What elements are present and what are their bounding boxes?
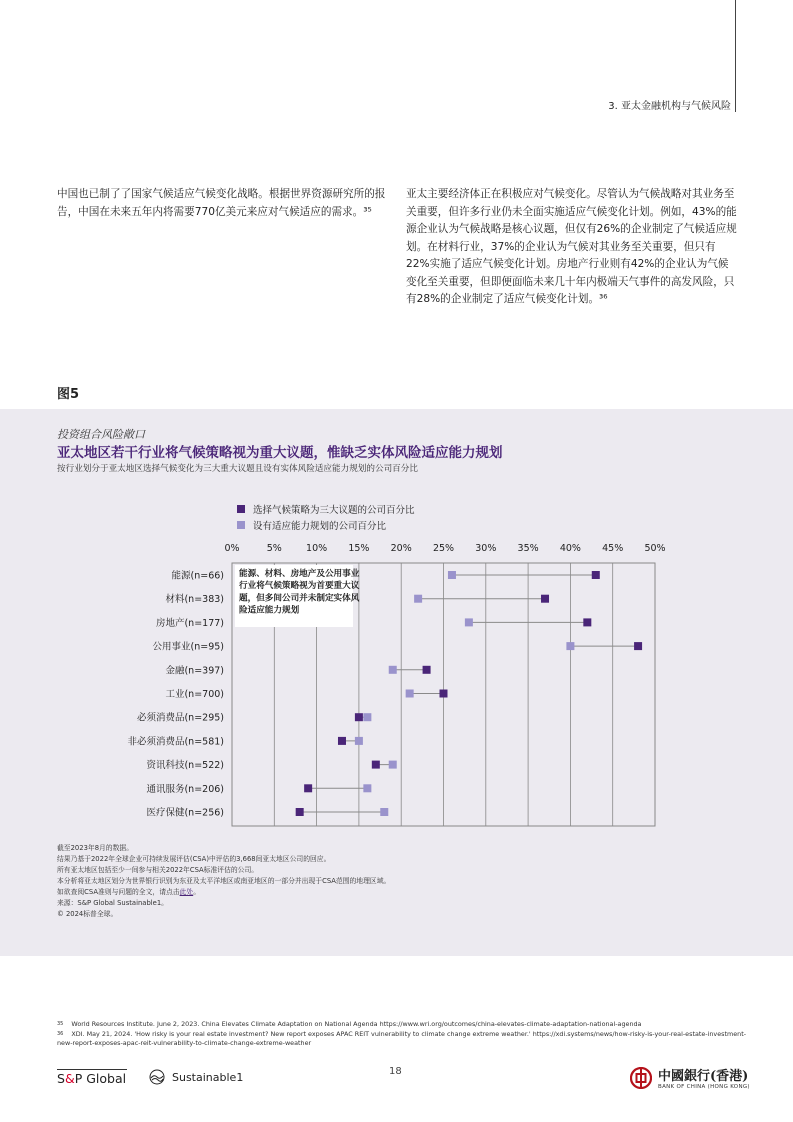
adaptation-plan-marker — [363, 784, 371, 792]
climate-topic-marker — [634, 642, 642, 650]
x-tick-label: 20% — [390, 543, 412, 554]
chart-title: 亚太地区若干行业将气候策略视为重大议题，惟缺乏实体风险适应能力规划 — [57, 445, 503, 461]
left-paragraph: 中国也已制了了国家气候适应气候变化战略。根据世界资源研究所的报告，中国在未来五年内将需要770亿美元来应对气候适应的需求。³⁵ — [57, 188, 386, 218]
note-line: 结果乃基于2022年全球企业可持续发展评估(CSA)中评估的3,668间亚太地区公司的回应。 — [57, 855, 331, 863]
legend-label-climate-topic: 选择气候策略为三大议题的公司百分比 — [253, 505, 415, 516]
legend-label-adaptation-plan: 设有适应能力规划的公司百分比 — [253, 521, 387, 532]
footnotes — [57, 1020, 747, 1049]
annotation-text: 行业将气候策略视为首要重大议 — [239, 581, 360, 592]
footnote-text: XDI. May 21, 2024. 'How risky is your real estate investment? New report exposes APAC REIT vulnerability to climate change extreme weather.' https://xdi.systems/news/how-risky-is-your-real-estate-investment-new-report-exposes-apac-reit-vulnerability-to-climate-change-extreme-weather — [57, 1029, 747, 1047]
x-tick-label: 45% — [602, 543, 624, 554]
chart-subtitle: 按行业划分于亚太地区选择气候变化为三大重大议题且设有实体风险适应能力规划的公司百分比 — [57, 464, 418, 474]
adaptation-plan-marker — [363, 713, 371, 721]
category-label: 必须消费品(n=295) — [136, 712, 224, 724]
category-label: 能源(n=66) — [171, 570, 224, 582]
note-line-with-link — [57, 887, 390, 898]
climate-topic-marker — [296, 808, 304, 816]
note-line: 所有亚太地区包括至少一间参与相关2022年CSA标准评估的公司。 — [57, 866, 259, 874]
adaptation-plan-marker — [465, 618, 473, 626]
sp-global-logo: S&P Global — [57, 1071, 127, 1086]
climate-topic-marker — [304, 784, 312, 792]
figure-label: 图5 — [57, 387, 80, 402]
x-tick-label: 0% — [224, 543, 240, 554]
climate-topic-marker — [440, 690, 448, 698]
annotation-text: 险适应能力规划 — [239, 605, 300, 616]
boc-emblem-icon — [630, 1067, 652, 1089]
adaptation-plan-marker — [355, 737, 363, 745]
footer-rule — [57, 1069, 127, 1070]
figure-notes — [57, 843, 390, 920]
page-number: 18 — [389, 1066, 402, 1077]
category-label: 工业(n=700) — [165, 689, 224, 700]
adaptation-plan-marker — [380, 808, 388, 816]
category-label: 医疗保健(n=256) — [146, 807, 224, 819]
category-label: 通讯服务(n=206) — [146, 783, 224, 795]
header-rule — [735, 0, 736, 112]
dumbbell-chart — [0, 535, 793, 835]
climate-topic-marker — [583, 618, 591, 626]
footnote-text: World Resources Institute. June 2, 2023. China Elevates Climate Adaptation on National Agenda https://www.wri.org/outcomes/china-elevates-climate-adaptation-national-agenda — [71, 1020, 642, 1028]
category-label: 金融(n=397) — [165, 665, 224, 677]
right-paragraph: 亚太主要经济体正在积极应对气候变化。尽管认为气候战略对其业务至关重要，但许多行业仍未全面实施适应气候变化计划。例如，43%的能源企业认为气候战略是核心议题，但仅有26%的企业制定了气候适应规划。在材料行业，37%的企业认为气候对其业务至关重要，但只有22%实施了适应气候变化计划。房地产行业则有42%的企业认为气候变化至关重要，但即便面临未来几十年内极端天气事件的高发风险，只有28%的企业制定了适应气候变化计划。³⁶ — [406, 188, 737, 305]
category-label: 房地产(n=177) — [155, 617, 224, 629]
sustainable1-label: Sustainable1 — [172, 1070, 244, 1084]
footnote-36 — [57, 1030, 747, 1049]
adaptation-plan-marker — [566, 642, 574, 650]
x-tick-label: 10% — [306, 543, 328, 554]
csa-link[interactable]: 此处 — [179, 888, 194, 896]
x-tick-label: 15% — [348, 543, 370, 554]
climate-topic-marker — [372, 761, 380, 769]
category-label: 公用事业(n=95) — [152, 641, 224, 653]
category-label: 非必须消费品(n=581) — [127, 736, 224, 748]
note-text: 如欲查阅CSA准则与问题的全文，请点击 — [57, 888, 180, 896]
climate-topic-marker — [338, 737, 346, 745]
legend-item-climate-topic — [237, 502, 415, 516]
annotation-text: 能源、材料、房地产及公用事业 — [239, 569, 360, 579]
boc-logo — [630, 1065, 750, 1090]
footnote-35 — [57, 1020, 747, 1030]
sp-ampersand: & — [64, 1071, 75, 1086]
section-title: 3. 亚太金融机构与气候风险 — [608, 101, 731, 112]
legend-swatch-dark — [237, 505, 245, 513]
x-tick-label: 30% — [475, 543, 497, 554]
x-tick-label: 40% — [559, 543, 581, 554]
x-tick-label: 5% — [266, 543, 282, 554]
climate-topic-marker — [355, 713, 363, 721]
note-line: 来源：S&P Global Sustainable1。 — [57, 899, 168, 907]
boc-name-cn: 中國銀行(香港) — [658, 1069, 749, 1084]
legend-item-adaptation-plan — [237, 518, 386, 532]
climate-topic-marker — [541, 595, 549, 603]
sustainable1-logo — [148, 1069, 243, 1085]
footnote-number: 35 — [57, 1021, 64, 1027]
figure-kicker: 投资组合风险敞口 — [57, 428, 145, 441]
note-line: 截至2023年8月的数据。 — [57, 844, 133, 852]
x-tick-label: 35% — [517, 543, 539, 554]
adaptation-plan-marker — [406, 690, 414, 698]
adaptation-plan-marker — [389, 666, 397, 674]
x-tick-label: 50% — [644, 543, 666, 554]
category-label: 资讯科技(n=522) — [146, 760, 224, 772]
annotation-text: 题，但多间公司并未制定实体风 — [239, 593, 360, 604]
note-line: 本分析将亚太地区划分为世界银行识别为东亚及太平洋地区或南亚地区的一部分并出现于CSA范围的地理区域。 — [57, 877, 391, 885]
adaptation-plan-marker — [389, 761, 397, 769]
climate-topic-marker — [592, 571, 600, 579]
category-label: 材料(n=383) — [165, 594, 224, 606]
note-line: © 2024标普全球。 — [57, 910, 118, 918]
adaptation-plan-marker — [414, 595, 422, 603]
x-tick-label: 25% — [432, 543, 455, 554]
climate-topic-marker — [423, 666, 431, 674]
wave-icon — [148, 1069, 166, 1085]
legend-swatch-light — [237, 521, 245, 529]
boc-name-en: BANK OF CHINA (HONG KONG) — [658, 1084, 750, 1090]
adaptation-plan-marker — [448, 571, 456, 579]
note-suffix: 。 — [193, 888, 200, 896]
footnote-number: 36 — [57, 1030, 64, 1037]
